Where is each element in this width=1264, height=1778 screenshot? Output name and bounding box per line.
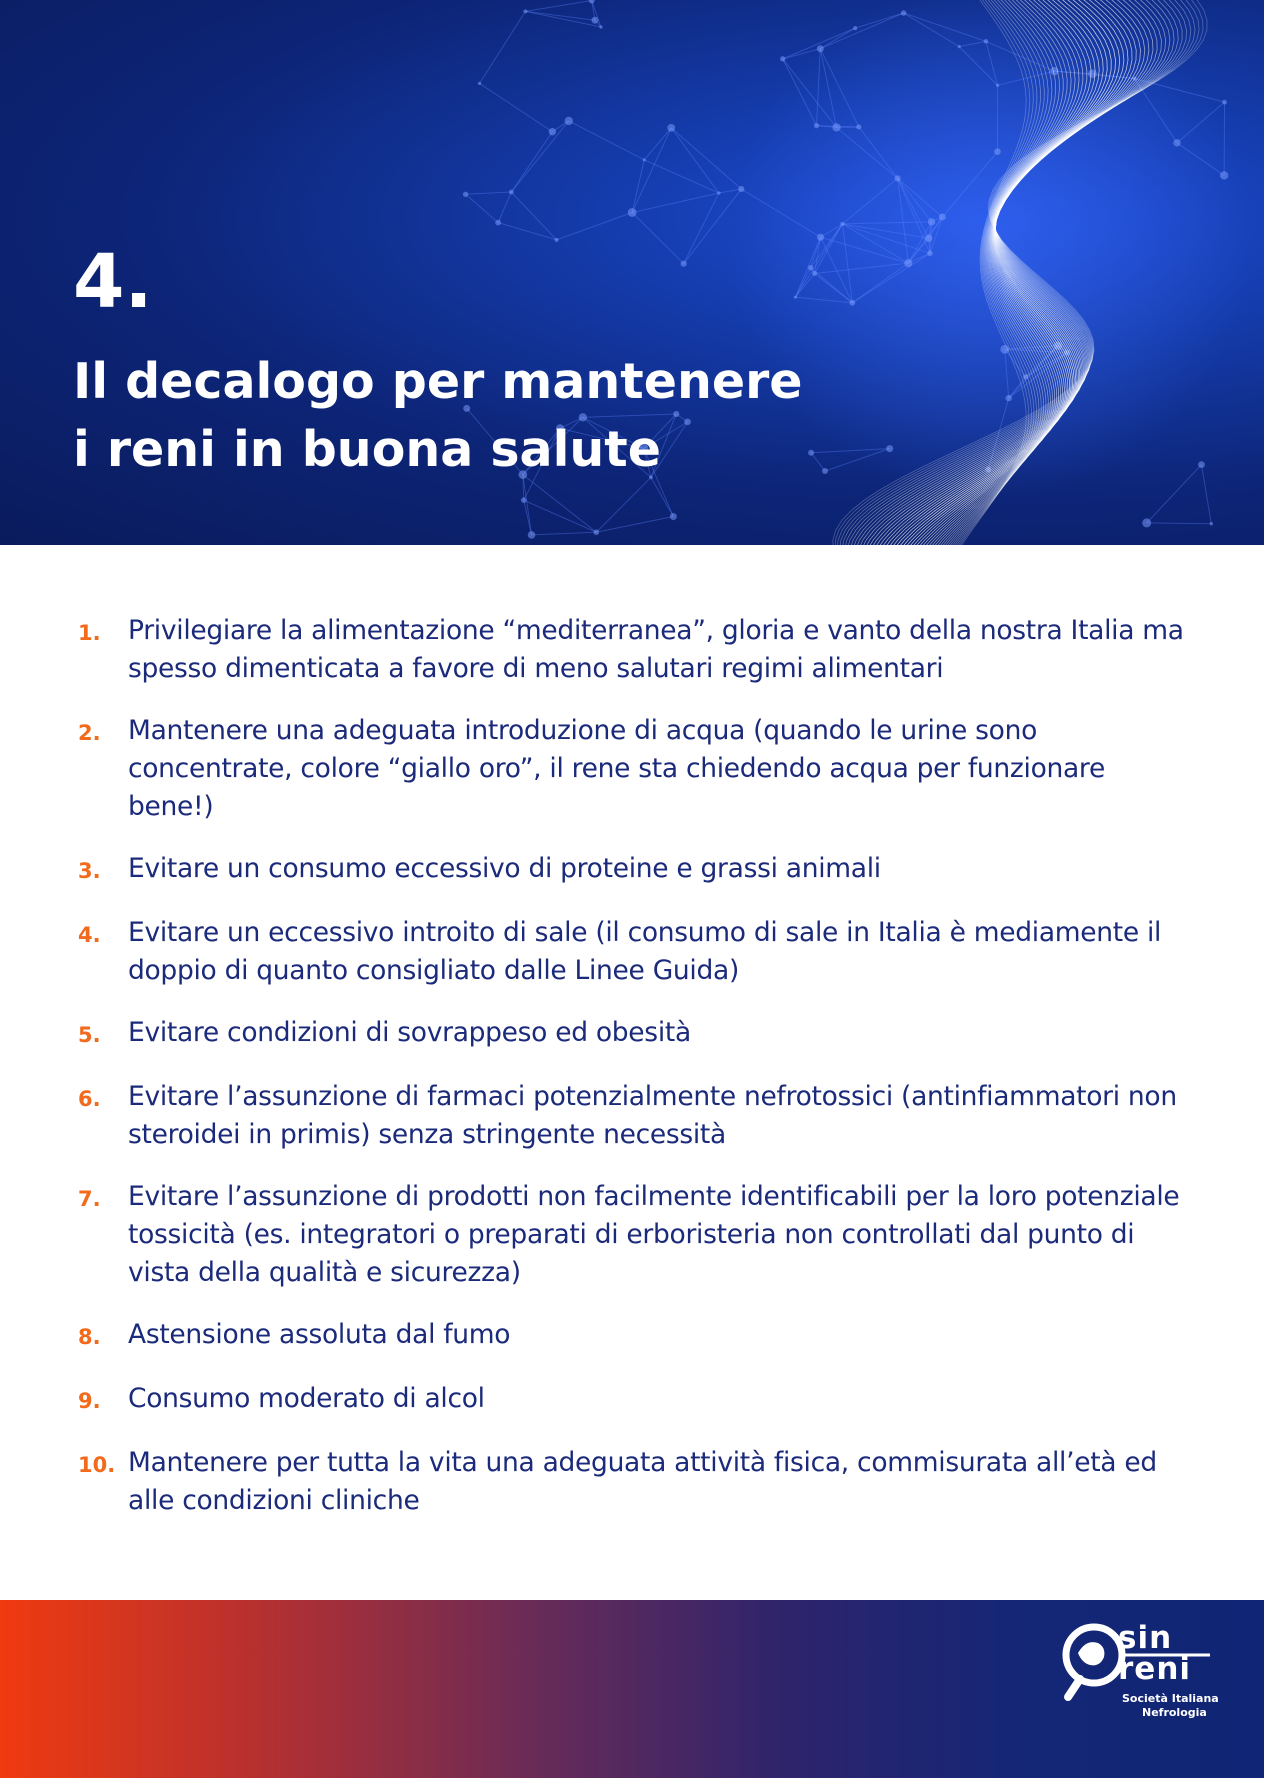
chapter-number: 4. xyxy=(73,239,153,325)
list-item xyxy=(78,612,1188,688)
item-number: 2. xyxy=(78,721,101,745)
logo-brand-bottom: reni xyxy=(1118,1651,1192,1687)
item-number: 3. xyxy=(78,859,101,883)
list-item xyxy=(78,1078,1188,1154)
item-number: 8. xyxy=(78,1325,101,1349)
list-item xyxy=(78,850,1188,890)
list-item xyxy=(78,914,1188,990)
item-text: Evitare un eccessivo introito di sale (il consumo di sale in Italia è mediamente il doppio di quanto consigliato dalle Linee Guida) xyxy=(128,917,1162,986)
item-text: Evitare un consumo eccessivo di proteine e grassi animali xyxy=(128,853,881,884)
item-number: 1. xyxy=(78,621,101,645)
item-text: Evitare l’assunzione di prodotti non facilmente identificabili per la loro potenziale tossicità (es. integratori o preparati di erboristeria non controllati dal punto di vista della qualità e sicurezza) xyxy=(128,1181,1180,1288)
decalogue-list xyxy=(78,612,1188,1544)
list-item xyxy=(78,1444,1188,1520)
item-number: 9. xyxy=(78,1389,101,1413)
item-text: Consumo moderato di alcol xyxy=(128,1383,485,1414)
sin-reni-logo xyxy=(1060,1613,1219,1763)
title-line-1: Il decalogo per mantenere xyxy=(73,353,803,410)
list-item xyxy=(78,1014,1188,1054)
item-text: Evitare condizioni di sovrappeso ed obesità xyxy=(128,1017,691,1048)
logo-subtitle-1: Società Italiana xyxy=(1122,1692,1219,1705)
list-item xyxy=(78,1178,1188,1292)
header-banner xyxy=(0,0,1264,545)
item-text: Mantenere per tutta la vita una adeguata attività fisica, commisurata all’età ed alle condizioni cliniche xyxy=(128,1447,1157,1516)
item-text: Privilegiare la alimentazione “mediterranea”, gloria e vanto della nostra Italia ma spesso dimenticata a favore di meno salutari regimi alimentari xyxy=(128,615,1184,684)
item-text: Mantenere una adeguata introduzione di acqua (quando le urine sono concentrate, colore “giallo oro”, il rene sta chiedendo acqua per funzionare bene!) xyxy=(128,715,1105,822)
list-item xyxy=(78,712,1188,826)
list-item xyxy=(78,1316,1188,1356)
item-number: 7. xyxy=(78,1187,101,1211)
logo-brand-top: sin xyxy=(1118,1620,1173,1656)
item-number: 10. xyxy=(78,1453,116,1477)
title-line-2: i reni in buona salute xyxy=(73,421,661,478)
item-text: Evitare l’assunzione di farmaci potenzialmente nefrotossici (antinfiammatori non steroidei in primis) senza stringente necessità xyxy=(128,1081,1177,1150)
item-number: 5. xyxy=(78,1023,101,1047)
list-item xyxy=(78,1380,1188,1420)
item-number: 4. xyxy=(78,923,101,947)
item-text: Astensione assoluta dal fumo xyxy=(128,1319,511,1350)
logo-subtitle-2: Nefrologia xyxy=(1142,1706,1207,1719)
item-number: 6. xyxy=(78,1087,101,1111)
page-title xyxy=(73,348,853,484)
